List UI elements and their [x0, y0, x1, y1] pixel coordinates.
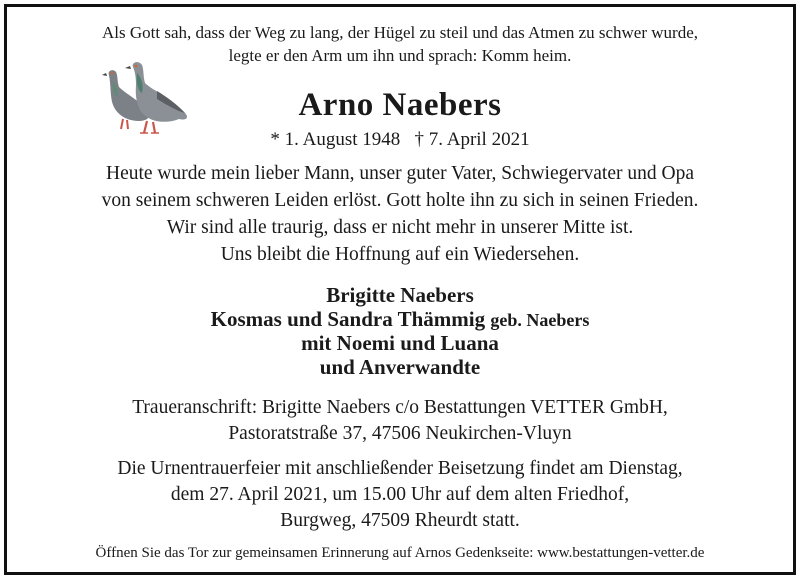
- quote-line-2: legte er den Arm um ihn und sprach: Komm heim.: [228, 46, 572, 65]
- quote-line-1: Als Gott sah, dass der Weg zu lang, der Hügel zu steil und das Atmen zu schwer wurde,: [101, 23, 698, 42]
- deceased-name: Arno Naebers: [298, 87, 502, 123]
- ceremony-line-3: Burgweg, 47509 Rheurdt statt.: [280, 510, 520, 531]
- ceremony-line-1: Die Urnentrauerfeier mit anschließender Beisetzung findet am Dienstag,: [117, 458, 683, 479]
- family-line-3: mit Noemi und Luana: [301, 331, 499, 355]
- obituary-notice: [4, 4, 796, 575]
- family-line-2-geb: geb. Naebers: [490, 310, 590, 330]
- ceremony-line-2: dem 27. April 2021, um 15.00 Uhr auf dem alten Friedhof,: [170, 484, 630, 505]
- memorial-page-note: Öffnen Sie das Tor zur gemeinsamen Erinnerung auf Arnos Gedenkseite: www.bestattungen-vetter.de: [95, 545, 705, 561]
- address-line-2: Pastoratstraße 37, 47506 Neukirchen-Vluyn: [228, 423, 572, 444]
- address-line-1: Traueranschrift: Brigitte Naebers c/o Bestattungen VETTER GmbH,: [132, 397, 668, 418]
- family-line-2: [7, 307, 793, 332]
- family-line-1: Brigitte Naebers: [326, 283, 474, 307]
- message-line-3: Wir sind alle traurig, dass er nicht mehr in unserer Mitte ist.: [166, 217, 634, 238]
- birth-date: * 1. August 1948: [270, 129, 401, 150]
- message-line-1: Heute wurde mein lieber Mann, unser guter Vater, Schwiegervater und Opa: [106, 163, 694, 184]
- death-date: † 7. April 2021: [414, 129, 530, 150]
- family-line-4: und Anverwandte: [319, 355, 481, 379]
- message-line-2: von seinem schweren Leiden erlöst. Gott holte ihn zu sich in seinen Frieden.: [101, 190, 699, 211]
- family-line-2-names: Kosmas und Sandra Thämmig: [210, 307, 486, 331]
- life-dates: [7, 129, 793, 151]
- message-line-4: Uns bleibt die Hoffnung auf ein Wiedersehen.: [220, 244, 580, 265]
